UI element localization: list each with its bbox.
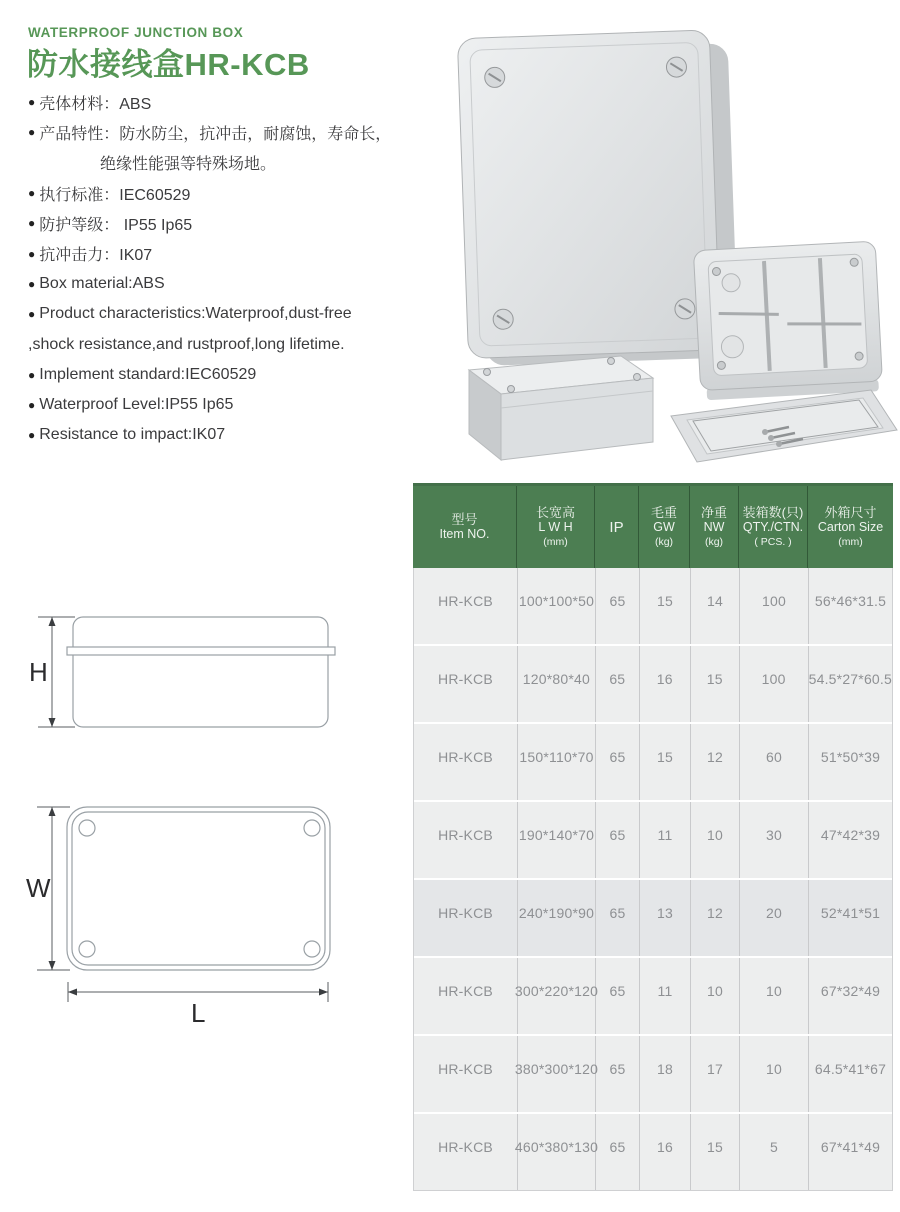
feature-item: ● Resistance to impact:IK07 [28,426,226,444]
feature-item: ● 产品特性：防水防尘，抗冲击，耐腐蚀，寿命长， [28,125,392,143]
feature-item: ● 防护等级： IP55 Ip65 [28,216,193,234]
height-dimension-label: H [29,657,48,687]
table-row: HR-KCB 190*140*70 65 11 10 30 47*42*39 [414,800,892,878]
table-row: HR-KCB 240*190*90 65 13 12 20 52*41*51 [414,878,892,956]
photo-lid-tray [671,390,897,462]
length-dimension-label: L [191,998,206,1028]
col-header-item-no: 型号 Item NO. [413,486,517,568]
col-header-carton: 外箱尺寸 Carton Size (mm) [817,504,884,548]
spec-table [413,483,893,1191]
col-header-qty: 装箱数(只) QTY./CTN. ( PCS. ) [739,486,808,568]
feature-item: ● 执行标准：IEC60529 [28,186,191,204]
col-header-ip: IP [595,486,639,568]
page-title: 防水接线盒HR-KCB [27,47,310,82]
feature-item: ● 抗冲击力：IK07 [28,246,153,265]
product-category-eyebrow: WATERPROOF JUNCTION BOX [28,25,244,40]
col-header-gw: 毛重 GW (kg) [639,486,690,568]
bullet-icon: ● [28,246,36,261]
feature-item: ● 壳体材料：ABS [28,95,152,113]
table-header-row [413,483,893,568]
bullet-icon: ● [28,216,36,231]
bullet-icon: ● [28,95,36,110]
product-photo [435,18,900,473]
top-view-drawing [25,790,375,1030]
table-row: HR-KCB 300*220*120 65 11 10 10 67*32*49 [414,956,892,1034]
feature-item: ● Box material:ABS [28,274,165,292]
col-header-nw: 净重 NW (kg) [690,486,739,568]
bullet-icon: ● [28,125,36,140]
bullet-icon: ● [28,367,36,382]
table-row: HR-KCB 460*380*130 65 16 15 5 67*41*49 [414,1112,892,1190]
width-dimension-label: W [26,873,51,903]
side-view-drawing [25,598,375,773]
bullet-icon: ● [28,307,36,322]
bullet-icon: ● [28,428,36,443]
bullet-icon: ● [28,186,36,201]
table-row: HR-KCB 100*100*50 65 15 14 100 56*46*31.5 [414,568,892,644]
photo-small-box [469,356,653,460]
table-row: HR-KCB 120*80*40 65 16 15 100 54.5*27*60.5 [414,644,892,722]
bullet-icon: ● [28,398,36,413]
photo-open-box [693,241,883,400]
feature-item-continuation: 绝缘性能强等特殊场地。 [100,156,277,174]
feature-item: ● Implement standard:IEC60529 [28,365,257,383]
table-body [413,568,893,1191]
feature-list [28,87,438,451]
table-row: HR-KCB 380*300*120 65 18 17 10 64.5*41*67 [414,1034,892,1112]
col-header-lwh: 长宽高 L W H (mm) [517,486,595,568]
feature-item: ● Waterproof Level:IP55 Ip65 [28,396,234,414]
table-row: HR-KCB 150*110*70 65 15 12 60 51*50*39 [414,722,892,800]
feature-item-continuation: ,shock resistance,and rustproof,long lifetime. [28,335,345,353]
bullet-icon: ● [28,276,36,291]
feature-item: ● Product characteristics:Waterproof,dust-free [28,305,352,323]
